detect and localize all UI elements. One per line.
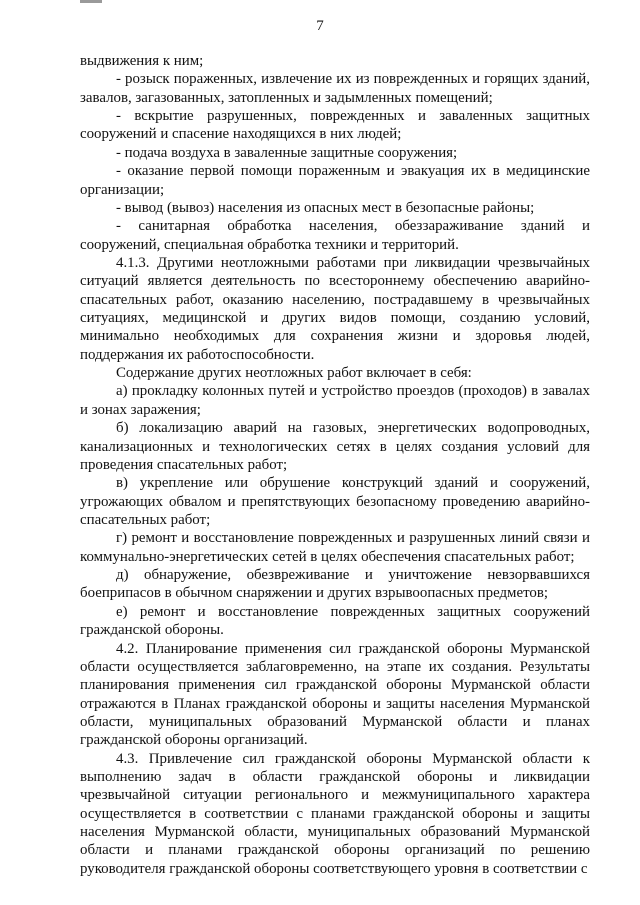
list-item-v: в) укрепление или обрушение конструкций зданий и сооружений, угрожающих обвалом и препятствующих безопасному проведению аварийно-спасательных работ; (80, 475, 590, 528)
list-item: - розыск пораженных, извлечение их из поврежденных и горящих зданий, завалов, загазованных, затопленных и задымленных помещений; (80, 71, 590, 106)
section-4-1-3: 4.1.3. Другими неотложными работами при ликвидации чрезвычайных ситуаций является деятельность по всестороннему обеспечению аварийно-спасательных работ, оказанию населению, пострадавшему в чрезвычайных ситуациях, медицинской и других видов помощи, созданию условий, минимально необходимых для сохранения жизни и здоровья людей, поддержания их работоспособности. (80, 254, 590, 363)
list-item: - вскрытие разрушенных, поврежденных и заваленных защитных сооружений и спасение находящихся в них людей; (80, 108, 590, 143)
paragraph: выдвижения к ним; (80, 53, 204, 69)
list-item-e: е) ремонт и восстановление поврежденных защитных сооружений гражданской обороны. (80, 603, 590, 639)
document-body (80, 52, 590, 878)
section-4-2: 4.2. Планирование применения сил гражданской обороны Мурманской области осуществляется заблаговременно, на этапе их создания. Результаты планирования применения сил гражданской обороны Мурманской области отражаются в Планах гражданской обороны и защиты населения Мурманской области, муниципальных образований Мурманской области и планах гражданской обороны организаций. (80, 640, 590, 749)
paragraph: Содержание других неотложных работ включает в себя: (116, 365, 472, 382)
list-item-g: г) ремонт и восстановление поврежденных и разрушенных линий связи и коммунально-энергетических сетей в целях обеспечения спасательных работ; (80, 530, 590, 565)
list-item: - оказание первой помощи пораженным и эвакуация их в медицинские организации; (80, 163, 590, 198)
page-number: 7 (316, 18, 324, 34)
list-item-d: д) обнаружение, обезвреживание и уничтожение невзорвавшихся боеприпасов в обычном снаряжении и других взрывоопасных предметов; (80, 567, 590, 602)
list-item-b: б) локализацию аварий на газовых, энергетических водопроводных, канализационных и технологических сетях в целях создания условий для проведения спасательных работ; (80, 420, 590, 473)
list-item: - санитарная обработка населения, обеззараживание зданий и сооружений, специальная обработка техники и территорий. (80, 218, 590, 253)
section-4-3: 4.3. Привлечение сил гражданской обороны Мурманской области к выполнению задач в области гражданской обороны и ликвидации чрезвычайной ситуации регионального и межмуниципального характера осуществляется в соответствии с планами гражданской обороны и защиты населения Мурманской области, муниципальных образований Мурманской области и планами гражданской обороны организаций по решению руководителя гражданской обороны соответствующего уровня в соответствии с (80, 750, 590, 877)
scan-artifact (80, 0, 102, 3)
list-item-a: а) прокладку колонных путей и устройство проездов (проходов) в завалах и зонах заражения; (80, 383, 590, 418)
list-item: - вывод (вывоз) населения из опасных мест в безопасные районы; (116, 199, 535, 216)
list-item: - подача воздуха в заваленные защитные сооружения; (116, 144, 458, 161)
